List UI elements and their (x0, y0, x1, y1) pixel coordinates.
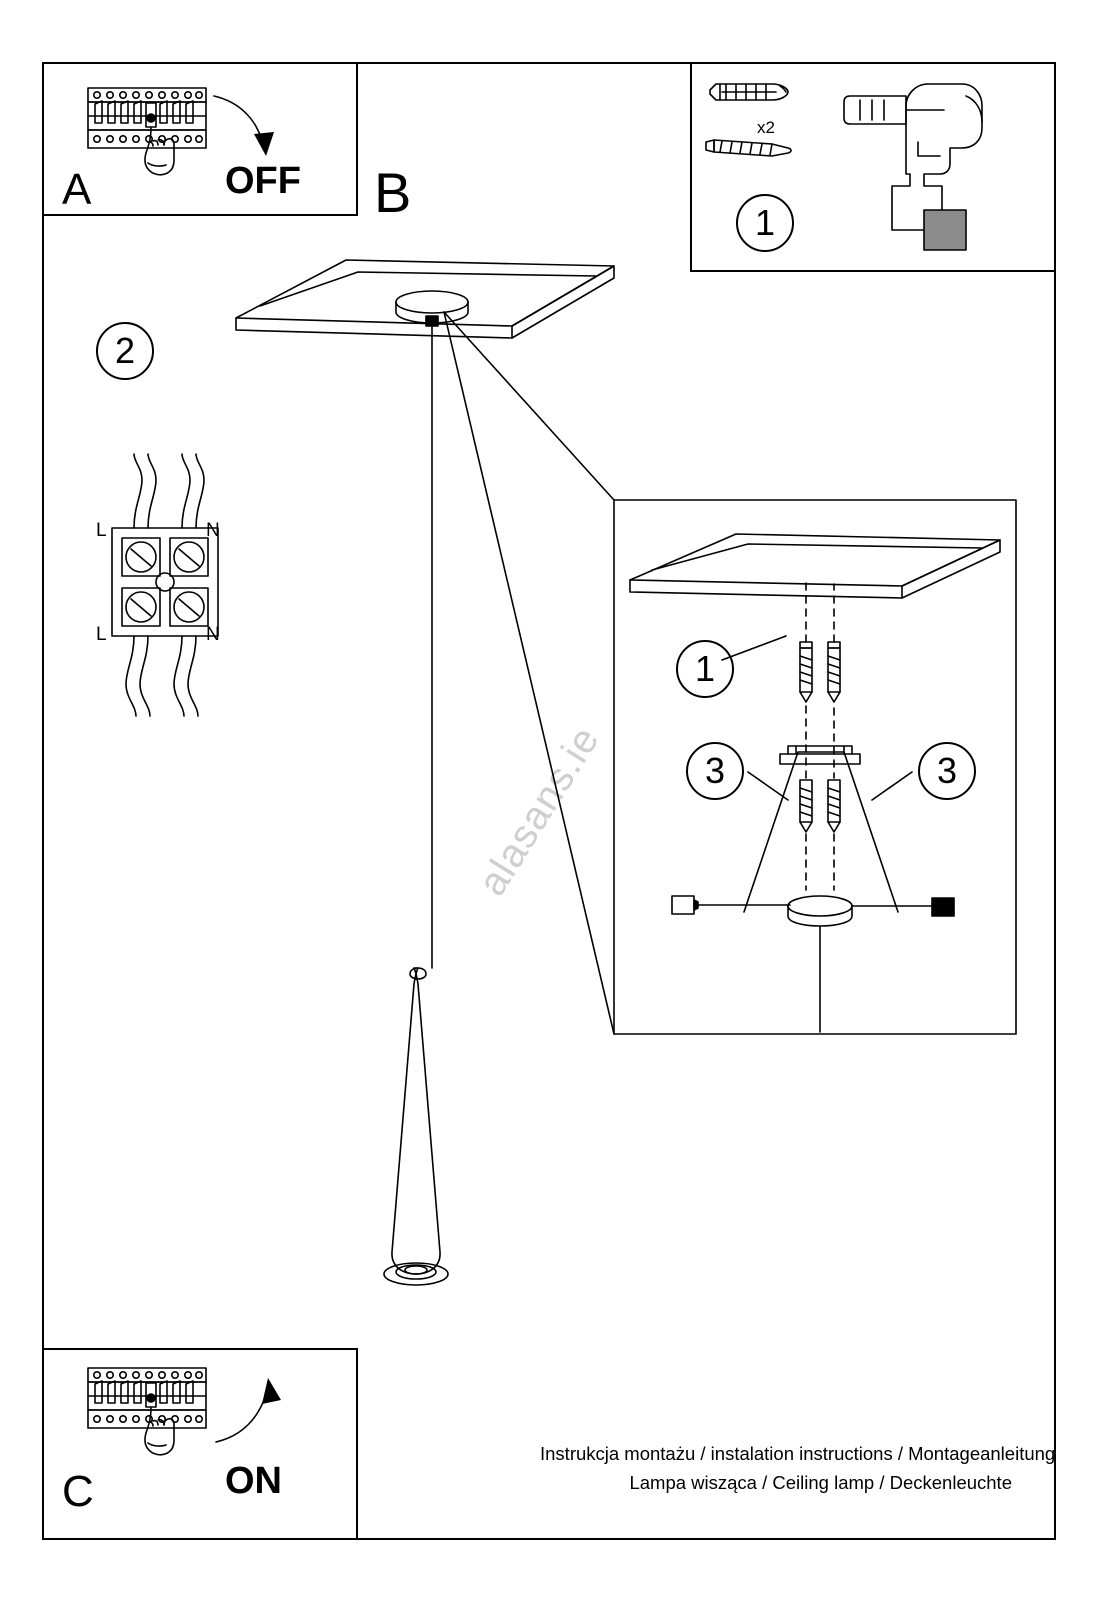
callout-number-1: 1 (676, 640, 734, 698)
watermark: alasans.ie (470, 718, 609, 904)
terminal-label-l-bottom: L (96, 624, 107, 645)
step-number-2: 2 (96, 322, 154, 380)
terminal-label-l-top: L (96, 520, 107, 541)
callout-number-3-left: 3 (686, 742, 744, 800)
callout-number-3-right-vis: 3 (918, 742, 976, 800)
plug-quantity-label: x2 (757, 118, 775, 137)
terminal-label-n-bottom: N (206, 624, 220, 645)
panel-c-letter: C (62, 1467, 94, 1516)
step-number-1: 1 (736, 194, 794, 252)
footer-line-2: Lampa wisząca / Ceiling lamp / Deckenleuchte (629, 1471, 1012, 1493)
panel-b-letter: B (374, 161, 412, 224)
panel-c-switch-label: ON (225, 1460, 282, 1502)
terminal-label-n-top: N (206, 520, 220, 541)
panel-a-switch-label: OFF (225, 160, 301, 202)
footer-text (540, 1440, 1056, 1497)
panel-a-letter: A (62, 165, 92, 214)
footer-line-1: Instrukcja montażu / instalation instructions / Montageanleitung (540, 1443, 1056, 1464)
